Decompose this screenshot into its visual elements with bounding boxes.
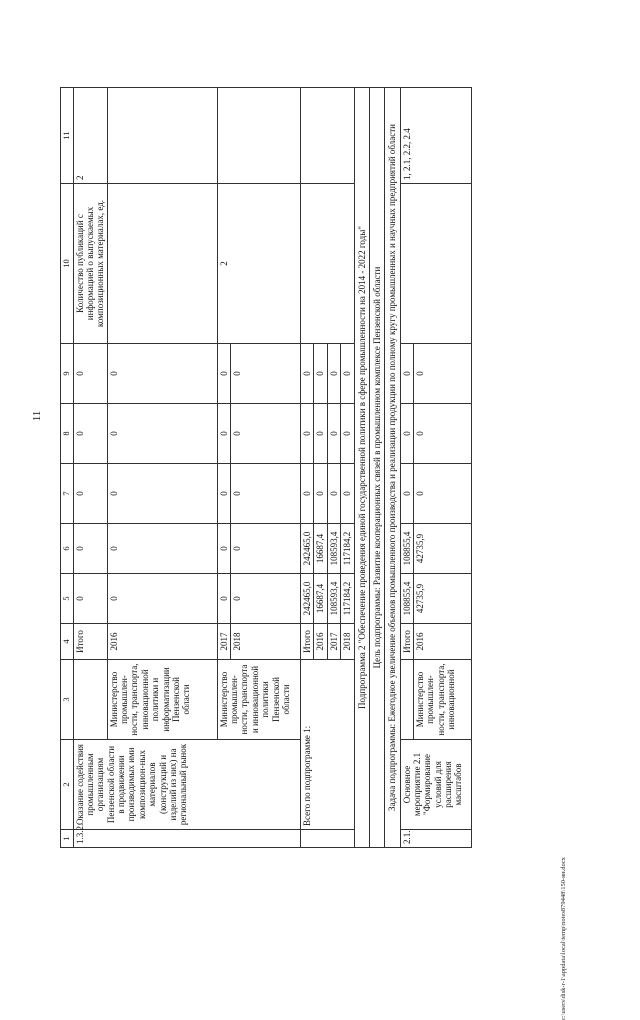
col-header: 4 bbox=[61, 624, 74, 660]
col-header: 7 bbox=[61, 464, 74, 524]
executor: Министерство промышлен-ности, транспорта, инновационной политики и информатизации Пензенской области bbox=[107, 660, 217, 740]
value-cell: 0 bbox=[107, 574, 217, 624]
value-cell: 0 bbox=[341, 464, 354, 524]
row-number: 1.3.2. bbox=[73, 830, 300, 848]
col-header: 11 bbox=[61, 88, 74, 184]
value-cell: 0 bbox=[107, 464, 217, 524]
year-cell: 2016 bbox=[314, 624, 327, 660]
year-cell: 2017 bbox=[217, 624, 230, 660]
value-cell: 0 bbox=[341, 404, 354, 464]
empty-cell bbox=[301, 88, 354, 184]
code-cell bbox=[217, 88, 300, 184]
value-cell: 117184,2 bbox=[341, 574, 354, 624]
value-cell: 0 bbox=[73, 524, 107, 574]
subtotal-row bbox=[301, 88, 314, 848]
value-cell: 0 bbox=[73, 574, 107, 624]
value-cell: 42735,9 bbox=[413, 574, 471, 624]
value-cell: 117184,2 bbox=[341, 524, 354, 574]
value-cell: 0 bbox=[107, 524, 217, 574]
indicator-cell: Количество публикаций с информацией о выпускаемых композиционных материалах, ед. bbox=[73, 184, 107, 344]
table-row bbox=[400, 88, 413, 848]
col-header: 2 bbox=[61, 740, 74, 830]
subprogram-goal: Цель подпрограммы: Развитие кооперационных связей в промышленном комплексе Пензенской области bbox=[369, 88, 384, 848]
value-cell: 0 bbox=[400, 344, 413, 404]
col-header: 9 bbox=[61, 344, 74, 404]
value-cell: 0 bbox=[217, 574, 230, 624]
empty-cell bbox=[301, 184, 354, 344]
value-cell: 16687,4 bbox=[314, 524, 327, 574]
value-cell: 0 bbox=[107, 344, 217, 404]
indicator-cell bbox=[400, 184, 471, 344]
value-cell: 0 bbox=[327, 464, 340, 524]
year-cell: Итого bbox=[400, 624, 413, 660]
year-cell: 2016 bbox=[413, 624, 471, 660]
code-cell: 2 bbox=[73, 88, 107, 184]
value-cell: 0 bbox=[314, 344, 327, 404]
value-cell: 0 bbox=[400, 404, 413, 464]
value-cell: 0 bbox=[231, 464, 301, 524]
table-row bbox=[217, 88, 230, 848]
col-header: 6 bbox=[61, 524, 74, 574]
value-cell: 0 bbox=[301, 344, 314, 404]
subprogram-title: Подпрограмма 2 "Обеспечение проведения единой государственной политики в сфере промышленности на 2014 - 2022 годы" bbox=[354, 88, 369, 848]
col-header: 10 bbox=[61, 184, 74, 344]
section-row bbox=[369, 88, 384, 848]
year-cell: 2016 bbox=[107, 624, 217, 660]
executor: Министерство промышлен-ности, транспорта и инновационной политики Пензенской области bbox=[217, 660, 300, 740]
value-cell: 0 bbox=[327, 344, 340, 404]
value-cell: 0 bbox=[301, 404, 314, 464]
row-number: 2.1. bbox=[400, 830, 471, 848]
col-header: 1 bbox=[61, 830, 74, 848]
value-cell: 0 bbox=[341, 344, 354, 404]
value-cell: 42735,9 bbox=[413, 524, 471, 574]
measure-name: Основное мероприятие 2.1 "Формирование условий для расширения масштабов bbox=[400, 740, 471, 830]
col-header: 8 bbox=[61, 404, 74, 464]
value-cell: 0 bbox=[231, 404, 301, 464]
program-table bbox=[60, 87, 472, 848]
value-cell: 0 bbox=[217, 464, 230, 524]
header-row bbox=[61, 88, 74, 848]
value-cell: 0 bbox=[314, 464, 327, 524]
year-cell: 2018 bbox=[231, 624, 301, 660]
value-cell: 0 bbox=[413, 464, 471, 524]
year-cell: 2017 bbox=[327, 624, 340, 660]
value-cell: 108855,4 bbox=[400, 574, 413, 624]
year-cell: Итого bbox=[73, 624, 107, 660]
value-cell: 0 bbox=[217, 524, 230, 574]
indicator-cell bbox=[107, 184, 217, 344]
empty-cell bbox=[301, 830, 354, 848]
value-cell: 108593,4 bbox=[327, 524, 340, 574]
subtotal-label: Всего по подпрограмме 1: bbox=[301, 660, 354, 830]
subprogram-task: Задача подпрограммы: Ежегодное увеличение объемов промышленного производства и реализации продукции по полному кругу промышленных и научных предприятий области bbox=[385, 88, 400, 848]
value-cell: 108593,4 bbox=[327, 574, 340, 624]
table-row bbox=[107, 88, 217, 848]
section-row bbox=[385, 88, 400, 848]
executor bbox=[400, 660, 413, 740]
value-cell: 0 bbox=[413, 404, 471, 464]
value-cell: 242465,0 bbox=[301, 524, 314, 574]
value-cell: 0 bbox=[231, 524, 301, 574]
code-cell bbox=[107, 88, 217, 184]
col-header: 3 bbox=[61, 660, 74, 740]
code-cell: 1, 2.1, 2.2, 2.4 bbox=[400, 88, 471, 184]
section-row bbox=[354, 88, 369, 848]
executor: Министерство промышлен-ности, транспорта, инновационной bbox=[413, 660, 471, 740]
file-path-footer: c:\users\disk-r-1\appdata\local\temp\notes879448\150-ян.docx bbox=[560, 857, 567, 1020]
year-cell: 2018 bbox=[341, 624, 354, 660]
year-cell: Итого bbox=[301, 624, 314, 660]
col-header: 5 bbox=[61, 574, 74, 624]
indicator-cell: 2 bbox=[217, 184, 300, 344]
executor bbox=[73, 660, 107, 740]
value-cell: 0 bbox=[301, 464, 314, 524]
value-cell: 0 bbox=[217, 404, 230, 464]
value-cell: 0 bbox=[231, 344, 301, 404]
value-cell: 0 bbox=[107, 404, 217, 464]
value-cell: 0 bbox=[327, 404, 340, 464]
value-cell: 0 bbox=[217, 344, 230, 404]
measure-name: Оказание содействия промышленным организациям Пензенской области в продвижении производимых ими композицион-ных материалов (конструкций и изделий из них) на региональный рынок bbox=[73, 740, 300, 830]
value-cell: 242465,0 bbox=[301, 574, 314, 624]
value-cell: 108855,4 bbox=[400, 524, 413, 574]
value-cell: 0 bbox=[73, 464, 107, 524]
value-cell: 0 bbox=[231, 574, 301, 624]
value-cell: 16687,4 bbox=[314, 574, 327, 624]
value-cell: 0 bbox=[73, 344, 107, 404]
table-row bbox=[73, 88, 107, 848]
value-cell: 0 bbox=[400, 464, 413, 524]
value-cell: 0 bbox=[413, 344, 471, 404]
rotated-table-area bbox=[60, 88, 590, 848]
page-number: 11 bbox=[31, 410, 43, 422]
value-cell: 0 bbox=[314, 404, 327, 464]
value-cell: 0 bbox=[73, 404, 107, 464]
